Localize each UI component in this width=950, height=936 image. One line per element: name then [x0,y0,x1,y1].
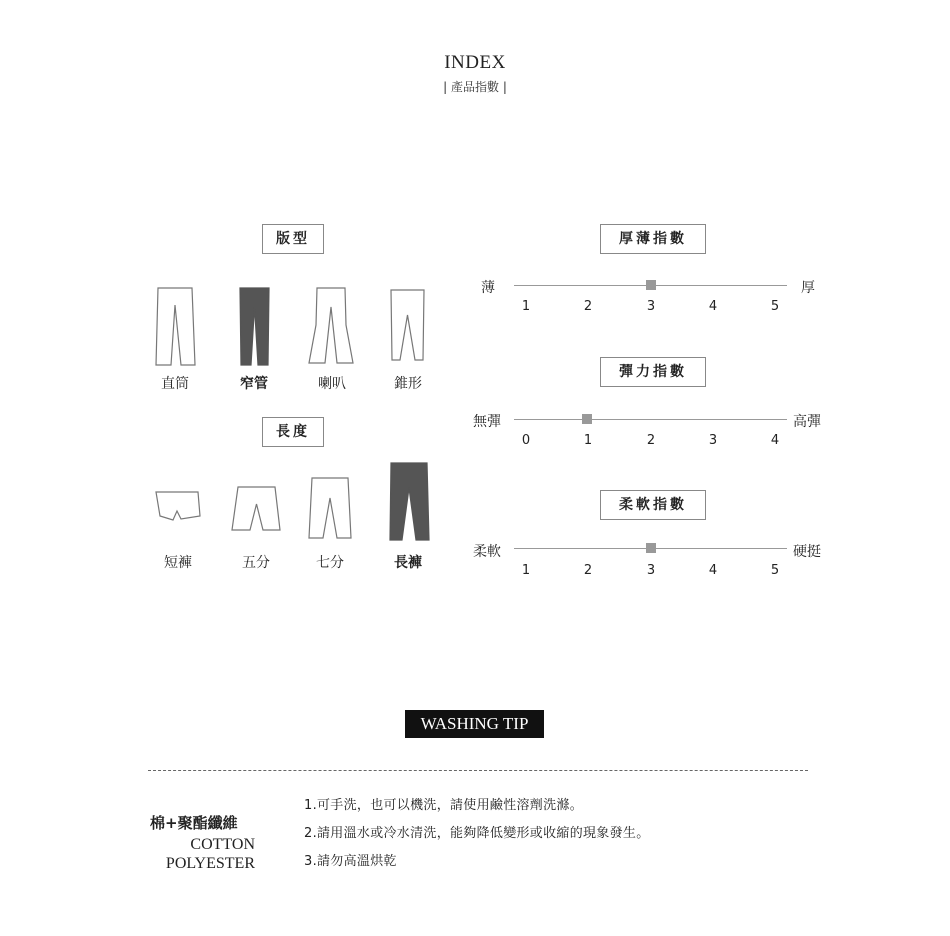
length-item-shorts: 短褲 [164,555,192,571]
elasticity-tick: 0 [521,433,531,448]
softness-tick: 4 [708,563,718,578]
length-item-long: 長褲 [394,555,422,571]
slim-pants-icon [240,288,269,365]
thickness-tick: 2 [583,299,593,314]
elasticity-knob [582,414,592,424]
elasticity-right-label: 高彈 [793,414,821,430]
length-item-cropped: 七分 [316,555,344,571]
softness-knob [646,543,656,553]
softness-right-label: 硬挺 [793,544,821,560]
washing-tip-item: 1.可手洗，也可以機洗，請使用鹼性溶劑洗滌。 [304,798,584,813]
material-en-polyester: POLYESTER [165,855,255,872]
washing-tip-item: 2.請用溫水或冷水清洗，能夠降低變形或收縮的現象發生。 [304,826,650,841]
elasticity-tick: 3 [708,433,718,448]
thickness-tick: 4 [708,299,718,314]
fit-icons [145,285,445,370]
length-item-half: 五分 [242,555,270,571]
softness-tick: 2 [583,563,593,578]
fit-item-tapered: 錐形 [394,376,422,392]
straight-pants-icon [156,288,195,365]
cropped-pants-icon [309,478,351,538]
washing-tip-item: 3.請勿高溫烘乾 [304,854,397,869]
material-zh: 棉+聚酯纖維 [150,814,238,832]
elasticity-track [514,419,787,420]
tapered-pants-icon [391,290,424,360]
material-en-cotton: COTTON [190,836,255,853]
length-label: 長度 [262,417,324,447]
thickness-left-label: 薄 [481,280,495,296]
flare-pants-icon [309,288,353,363]
washing-tip-title: WASHING TIP [405,710,544,738]
fit-item-flare: 喇叭 [318,376,346,392]
long-pants-icon [390,463,429,540]
thickness-tick: 1 [521,299,531,314]
softness-label: 柔軟指數 [600,490,706,520]
elasticity-tick: 2 [646,433,656,448]
fit-item-straight: 直筒 [161,376,189,392]
thickness-right-label: 厚 [801,280,815,296]
softness-tick: 1 [521,563,531,578]
dashed-divider [148,770,808,771]
elasticity-left-label: 無彈 [473,414,501,430]
thickness-tick: 3 [646,299,656,314]
index-title: INDEX [444,52,506,73]
thickness-tick: 5 [770,299,780,314]
fit-label: 版型 [262,224,324,254]
softness-tick: 3 [646,563,656,578]
length-icons [145,460,445,545]
elasticity-tick: 1 [583,433,593,448]
elasticity-label: 彈力指數 [600,357,706,387]
softness-left-label: 柔軟 [473,544,501,560]
shorts-icon [156,492,200,520]
thickness-label: 厚薄指數 [600,224,706,254]
softness-tick: 5 [770,563,780,578]
fit-item-slim: 窄管 [240,376,268,392]
thickness-knob [646,280,656,290]
index-subtitle: | 產品指數 | [443,80,507,94]
half-pants-icon [232,487,280,530]
elasticity-tick: 4 [770,433,780,448]
